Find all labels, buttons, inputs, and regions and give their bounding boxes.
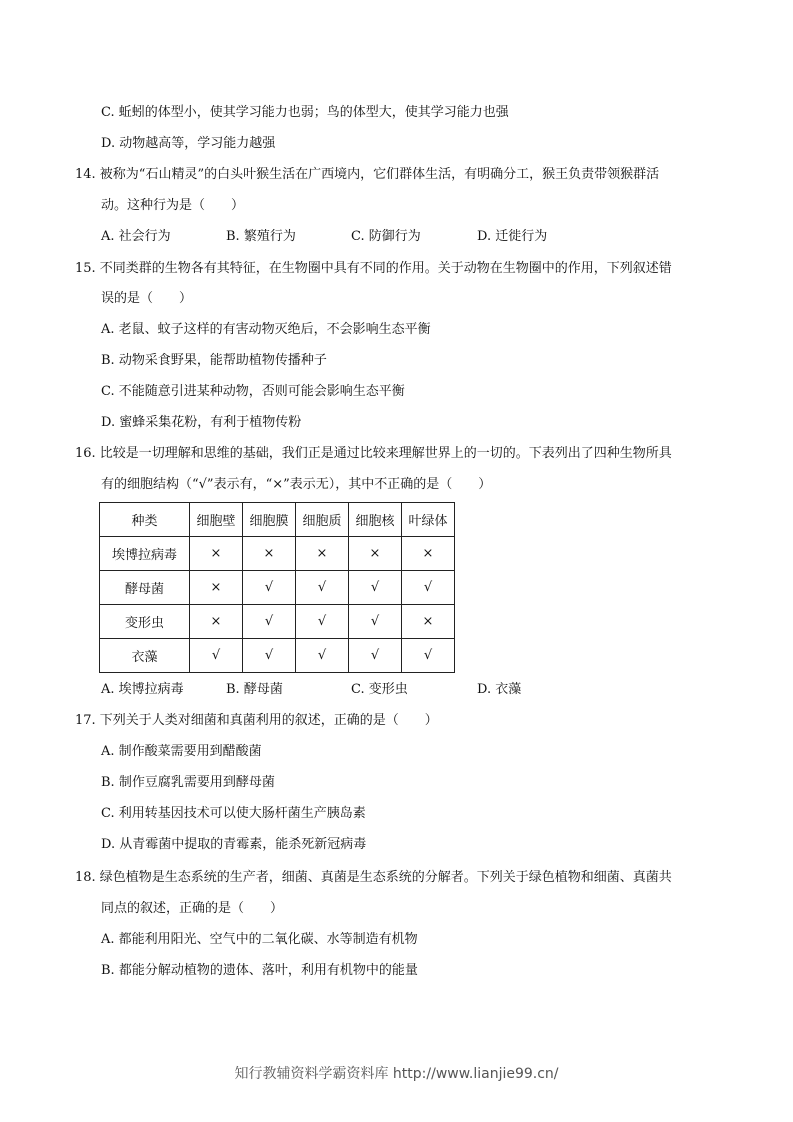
table-cell: × <box>296 537 349 571</box>
table-cell: √ <box>243 639 296 673</box>
table-cell: √ <box>243 571 296 605</box>
q15-option-a: A. 老鼠、蚊子这样的有害动物灭绝后，不会影响生态平衡 <box>101 322 431 337</box>
table-header-cell: 叶绿体 <box>402 503 455 537</box>
q14-stem-line1: 14. 被称为“石山精灵”的白头叶猴生活在广西境内，它们群体生活，有明确分工，猴王负责带领猴群活 <box>75 167 660 182</box>
table-cell: √ <box>349 571 402 605</box>
table-cell: × <box>190 605 243 639</box>
table-cell: × <box>190 571 243 605</box>
cell-structure-table <box>99 502 455 673</box>
table-cell: 埃博拉病毒 <box>100 537 190 571</box>
q14-option-b: B. 繁殖行为 <box>226 229 296 244</box>
table-cell: 衣藻 <box>100 639 190 673</box>
table-header-cell: 细胞核 <box>349 503 402 537</box>
q18-option-a: A. 都能利用阳光、空气中的二氧化碳、水等制造有机物 <box>101 932 418 947</box>
q17-option-b: B. 制作豆腐乳需要用到酵母菌 <box>101 775 275 790</box>
table-cell: √ <box>349 639 402 673</box>
q18-option-b: B. 都能分解动植物的遗体、落叶，利用有机物中的能量 <box>101 963 418 978</box>
table-cell: × <box>402 605 455 639</box>
q15-option-d: D. 蜜蜂采集花粉，有利于植物传粉 <box>101 415 302 430</box>
table-cell: √ <box>402 639 455 673</box>
table-header-cell: 细胞膜 <box>243 503 296 537</box>
q15-stem-line1: 15. 不同类群的生物各有其特征，在生物圈中具有不同的作用。关于动物在生物圈中的作用，下列叙述错 <box>75 261 672 276</box>
q16-option-c: C. 变形虫 <box>351 682 408 697</box>
table-cell: √ <box>296 571 349 605</box>
table-cell: √ <box>296 605 349 639</box>
table-cell: 变形虫 <box>100 605 190 639</box>
q16-option-a: A. 埃博拉病毒 <box>101 682 184 697</box>
q16-option-d: D. 衣藻 <box>477 682 522 697</box>
q18-stem-line2: 同点的叙述，正确的是（ ） <box>101 901 284 916</box>
table-cell: √ <box>190 639 243 673</box>
q14-option-c: C. 防御行为 <box>351 229 421 244</box>
q13-option-c: C. 蚯蚓的体型小，使其学习能力也弱；鸟的体型大，使其学习能力也强 <box>101 105 509 120</box>
q14-option-a: A. 社会行为 <box>101 229 171 244</box>
table-row <box>100 639 455 673</box>
q17-option-d: D. 从青霉菌中提取的青霉素，能杀死新冠病毒 <box>101 837 367 852</box>
table-header-cell: 细胞质 <box>296 503 349 537</box>
q15-option-b: B. 动物采食野果，能帮助植物传播种子 <box>101 353 327 368</box>
table-cell: × <box>190 537 243 571</box>
table-header-row <box>100 503 455 537</box>
q14-option-d: D. 迁徙行为 <box>477 229 548 244</box>
table-row <box>100 605 455 639</box>
table-row <box>100 537 455 571</box>
table-cell: √ <box>349 605 402 639</box>
table-row <box>100 571 455 605</box>
q18-stem-line1: 18. 绿色植物是生态系统的生产者，细菌、真菌是生态系统的分解者。下列关于绿色植物和细菌、真菌共 <box>75 870 672 885</box>
table-cell: × <box>349 537 402 571</box>
table-header-cell: 细胞壁 <box>190 503 243 537</box>
page-footer: 知行教辅资料学霸资料库 http://www.lianjie99.cn/ <box>234 1066 559 1082</box>
q16-stem-line1: 16. 比较是一切理解和思维的基础，我们正是通过比较来理解世界上的一切的。下表列出了四种生物所具 <box>75 446 672 461</box>
q14-stem-line2: 动。这种行为是（ ） <box>101 198 245 213</box>
q17-stem: 17. 下列关于人类对细菌和真菌利用的叙述，正确的是（ ） <box>75 713 438 728</box>
q17-option-c: C. 利用转基因技术可以使大肠杆菌生产胰岛素 <box>101 806 366 821</box>
q15-stem-line2: 误的是（ ） <box>101 291 193 306</box>
table-cell: 酵母菌 <box>100 571 190 605</box>
q16-option-b: B. 酵母菌 <box>226 682 283 697</box>
table-cell: √ <box>402 571 455 605</box>
table-cell: √ <box>296 639 349 673</box>
table-cell: × <box>243 537 296 571</box>
table-cell: √ <box>243 605 296 639</box>
q13-option-d: D. 动物越高等，学习能力越强 <box>101 136 276 151</box>
table-header-cell: 种类 <box>100 503 190 537</box>
q17-option-a: A. 制作酸菜需要用到醋酸菌 <box>101 744 262 759</box>
q15-option-c: C. 不能随意引进某种动物，否则可能会影响生态平衡 <box>101 384 405 399</box>
q16-stem-line2: 有的细胞结构（“√”表示有，“×”表示无），其中不正确的是（ ） <box>101 477 492 492</box>
table-cell: × <box>402 537 455 571</box>
